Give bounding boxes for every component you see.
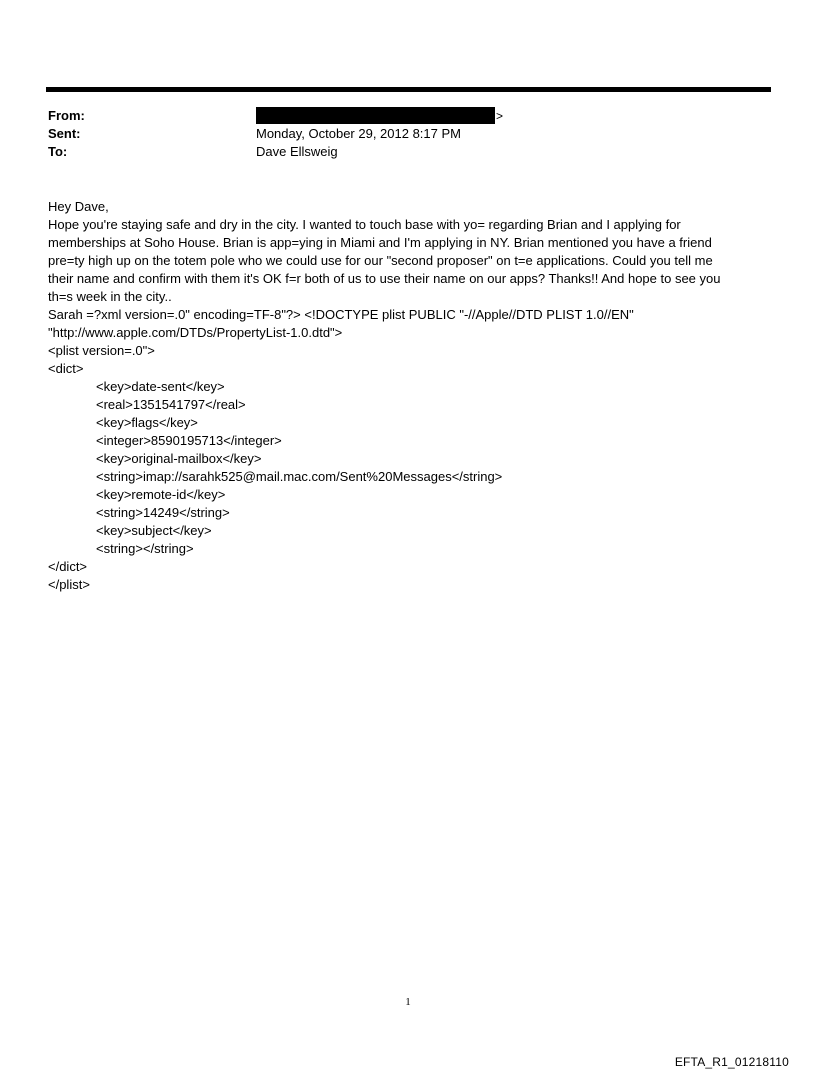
dict-entry: <key>original-mailbox</key> xyxy=(96,451,262,466)
dict-entry: <real>1351541797</real> xyxy=(96,397,246,412)
dict-entry: <key>remote-id</key> xyxy=(96,487,226,502)
body-line: <dict> xyxy=(48,361,84,376)
sent-label: Sent: xyxy=(48,126,81,141)
body-line: pre=ty high up on the totem pole who we could use for our "second proposer" on t=e applications. Could you tell me xyxy=(48,253,713,268)
dict-entry: <integer>8590195713</integer> xyxy=(96,433,282,448)
body-line: their name and confirm with them it's OK f=r both of us to use their name on our apps? Thanks!! And hope to see you xyxy=(48,271,721,286)
from-label: From: xyxy=(48,108,85,123)
dict-entry: <string></string> xyxy=(96,541,194,556)
from-value xyxy=(256,107,503,125)
closing-line: </dict> xyxy=(48,559,88,574)
dict-entry: <string>14249</string> xyxy=(96,505,230,520)
body-line: <plist version=.0"> xyxy=(48,343,155,358)
dict-entry: <key>date-sent</key> xyxy=(96,379,225,394)
dict-entry: <key>flags</key> xyxy=(96,415,198,430)
body-line: Sarah =?xml version=.0" encoding=TF-8"?> <!DOCTYPE plist PUBLIC "-//Apple//DTD PLIST 1.0//EN" xyxy=(48,307,634,322)
closing-line: </plist> xyxy=(48,577,90,592)
greeting: Hey Dave, xyxy=(48,199,109,214)
body-line: memberships at Soho House. Brian is app=ying in Miami and I'm applying in NY. Brian mentioned you have a friend xyxy=(48,235,712,250)
body-line: th=s week in the city.. xyxy=(48,289,172,304)
to-value: Dave Ellsweig xyxy=(256,144,338,159)
email-body xyxy=(48,198,763,594)
page-number: 1 xyxy=(405,996,411,1008)
to-label: To: xyxy=(48,144,68,159)
header-divider xyxy=(46,87,771,92)
sent-value: Monday, October 29, 2012 8:17 PM xyxy=(256,126,461,141)
body-line: Hope you're staying safe and dry in the city. I wanted to touch base with yo= regarding Brian and I applying for xyxy=(48,217,681,232)
body-line: "http://www.apple.com/DTDs/PropertyList-1.0.dtd"> xyxy=(48,325,343,340)
dict-entry: <string>imap://sarahk525@mail.mac.com/Sent%20Messages</string> xyxy=(96,469,503,484)
redaction-block xyxy=(256,107,495,124)
document-id: EFTA_R1_01218110 xyxy=(674,1055,789,1069)
dict-entry: <key>subject</key> xyxy=(96,523,212,538)
from-suffix: > xyxy=(496,109,504,123)
